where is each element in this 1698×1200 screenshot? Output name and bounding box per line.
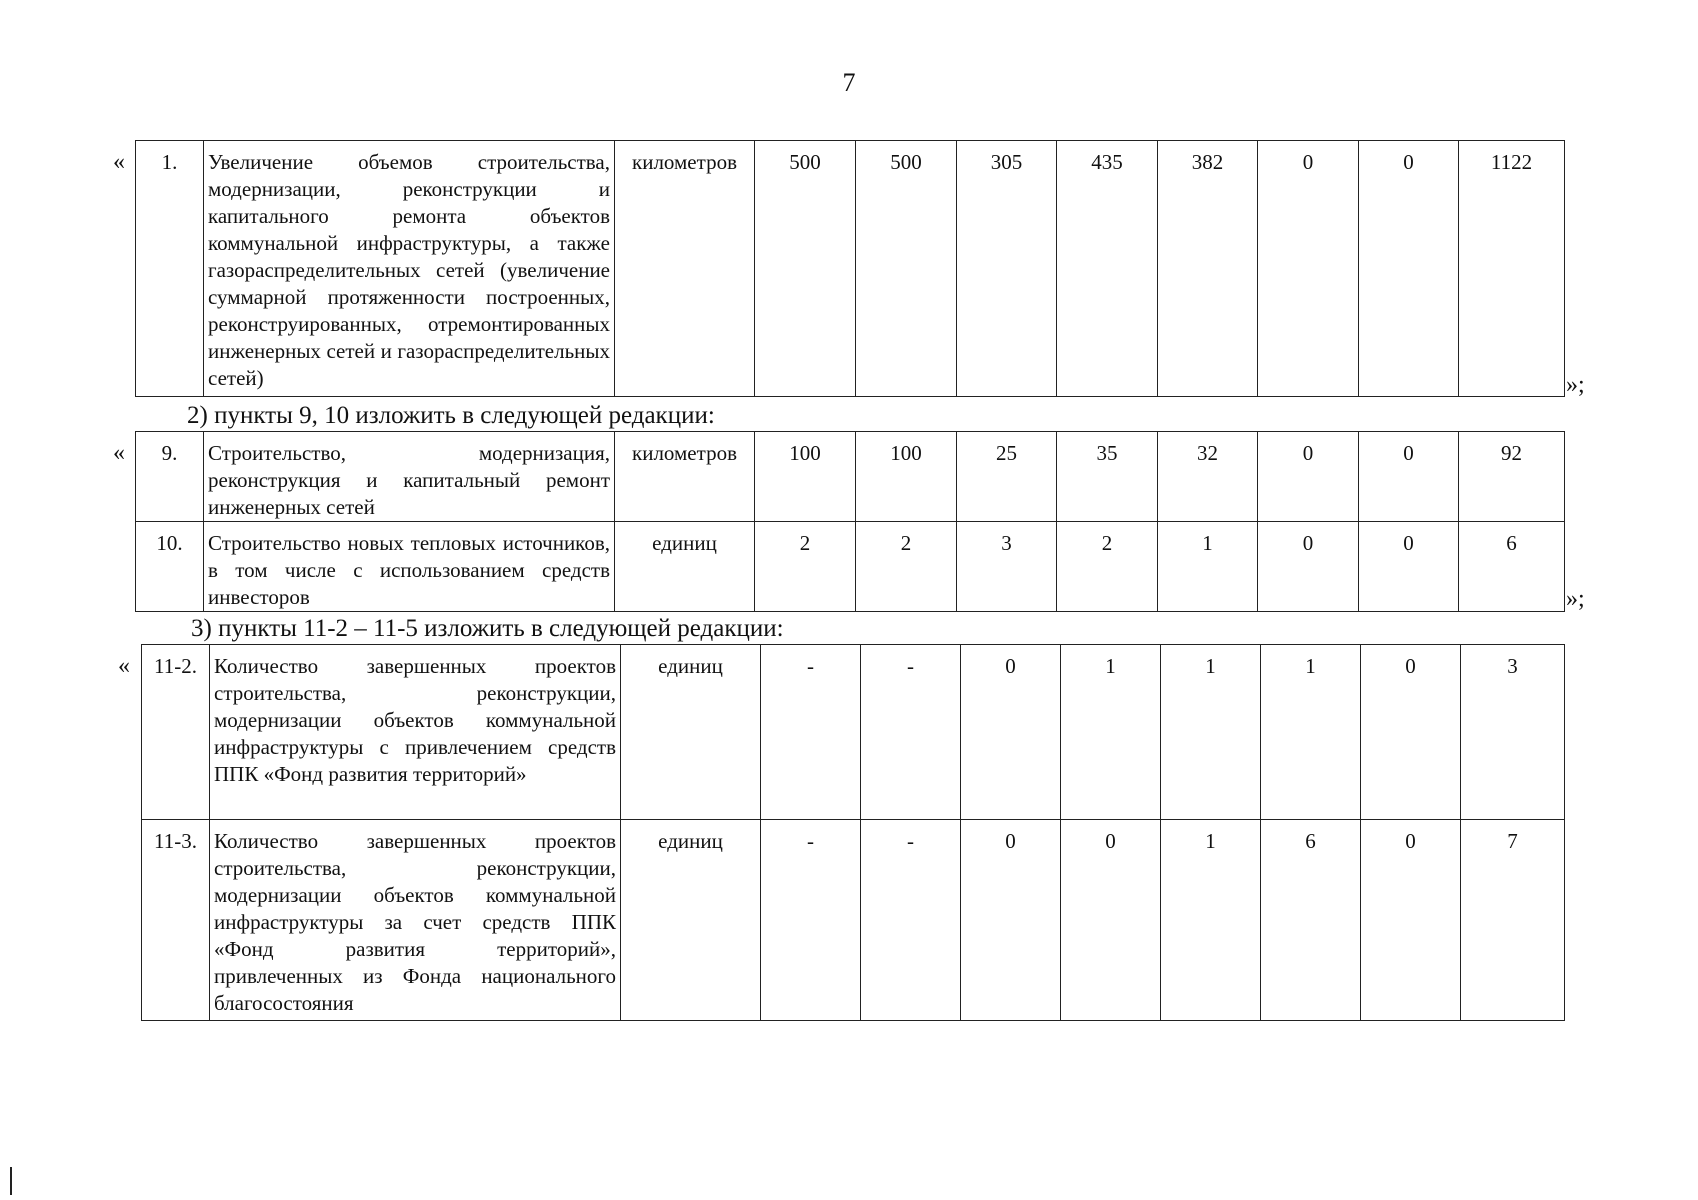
row-value: 0 <box>961 820 1061 1021</box>
row-value: 1 <box>1158 522 1258 612</box>
row-value: 2 <box>755 522 856 612</box>
row-value: 1 <box>1161 645 1261 820</box>
row-value: 0 <box>1361 820 1461 1021</box>
row-value: 1 <box>1161 820 1261 1021</box>
row-value: - <box>861 645 961 820</box>
row-value: 0 <box>1359 432 1459 522</box>
row-value: 0 <box>1359 141 1459 397</box>
row-value: 3 <box>957 522 1057 612</box>
closing-quote: »; <box>1566 372 1585 398</box>
row-value: 500 <box>856 141 957 397</box>
row-value: 1 <box>1261 645 1361 820</box>
row-value: 0 <box>1061 820 1161 1021</box>
row-unit: единиц <box>621 645 761 820</box>
section-heading-3: 3) пункты 11-2 – 11-5 изложить в следующей редакции: <box>191 615 784 642</box>
row-value: 7 <box>1461 820 1565 1021</box>
opening-quote: « <box>113 440 125 466</box>
row-value: 6 <box>1261 820 1361 1021</box>
table-items-9-10 <box>135 431 1565 612</box>
row-value: 0 <box>961 645 1061 820</box>
row-value: 35 <box>1057 432 1158 522</box>
table-item-1 <box>135 140 1565 397</box>
row-value: 6 <box>1459 522 1565 612</box>
row-value: 382 <box>1158 141 1258 397</box>
table-row <box>142 645 1565 820</box>
row-unit: километров <box>615 432 755 522</box>
row-description: Строительство новых тепловых источников, в том числе с использованием средств инвесторов <box>204 522 615 612</box>
row-unit: единиц <box>615 522 755 612</box>
opening-quote: « <box>118 653 130 679</box>
row-value: 25 <box>957 432 1057 522</box>
row-unit: единиц <box>621 820 761 1021</box>
table-row <box>136 141 1565 397</box>
row-value: 500 <box>755 141 856 397</box>
row-value: 2 <box>1057 522 1158 612</box>
row-value: 0 <box>1361 645 1461 820</box>
closing-quote: »; <box>1566 586 1585 612</box>
row-number: 9. <box>136 432 204 522</box>
row-value: 100 <box>755 432 856 522</box>
row-value: 2 <box>856 522 957 612</box>
row-value: 305 <box>957 141 1057 397</box>
row-value: 435 <box>1057 141 1158 397</box>
row-value: 32 <box>1158 432 1258 522</box>
row-description: Количество завершенных проектов строительства, реконструкции, модернизации объектов коммунальной инфраструктуры за счет средств ППК «Фонд развития территорий», привлеченных из Фонда национального благосостояния <box>210 820 621 1021</box>
margin-mark <box>10 1167 12 1195</box>
row-number: 11-3. <box>142 820 210 1021</box>
row-description: Строительство, модернизация, реконструкция и капитальный ремонт инженерных сетей <box>204 432 615 522</box>
table-row <box>142 820 1565 1021</box>
opening-quote: « <box>113 149 125 175</box>
row-description: Количество завершенных проектов строительства, реконструкции, модернизации объектов коммунальной инфраструктуры с привлечением средств ППК «Фонд развития территорий» <box>210 645 621 820</box>
row-value: 0 <box>1258 432 1359 522</box>
row-value: 100 <box>856 432 957 522</box>
row-value: 1122 <box>1459 141 1565 397</box>
row-value: 0 <box>1258 522 1359 612</box>
row-unit: километров <box>615 141 755 397</box>
row-value: 0 <box>1258 141 1359 397</box>
section-heading-2: 2) пункты 9, 10 изложить в следующей редакции: <box>187 402 715 429</box>
row-description: Увеличение объемов строительства, модернизации, реконструкции и капитального ремонта объектов коммунальной инфраструктуры, а также газораспределительных сетей (увеличение суммарной протяженности построенных, реконструированных, отремонтированных инженерных сетей и газораспределительных сетей) <box>204 141 615 397</box>
row-number: 1. <box>136 141 204 397</box>
row-value: 1 <box>1061 645 1161 820</box>
table-row <box>136 432 1565 522</box>
row-number: 11-2. <box>142 645 210 820</box>
table-row <box>136 522 1565 612</box>
row-value: 3 <box>1461 645 1565 820</box>
row-value: - <box>761 645 861 820</box>
row-value: 0 <box>1359 522 1459 612</box>
row-value: - <box>761 820 861 1021</box>
page-number: 7 <box>842 68 856 97</box>
table-items-11-2-11-3 <box>141 644 1565 1021</box>
row-number: 10. <box>136 522 204 612</box>
row-value: 92 <box>1459 432 1565 522</box>
row-value: - <box>861 820 961 1021</box>
